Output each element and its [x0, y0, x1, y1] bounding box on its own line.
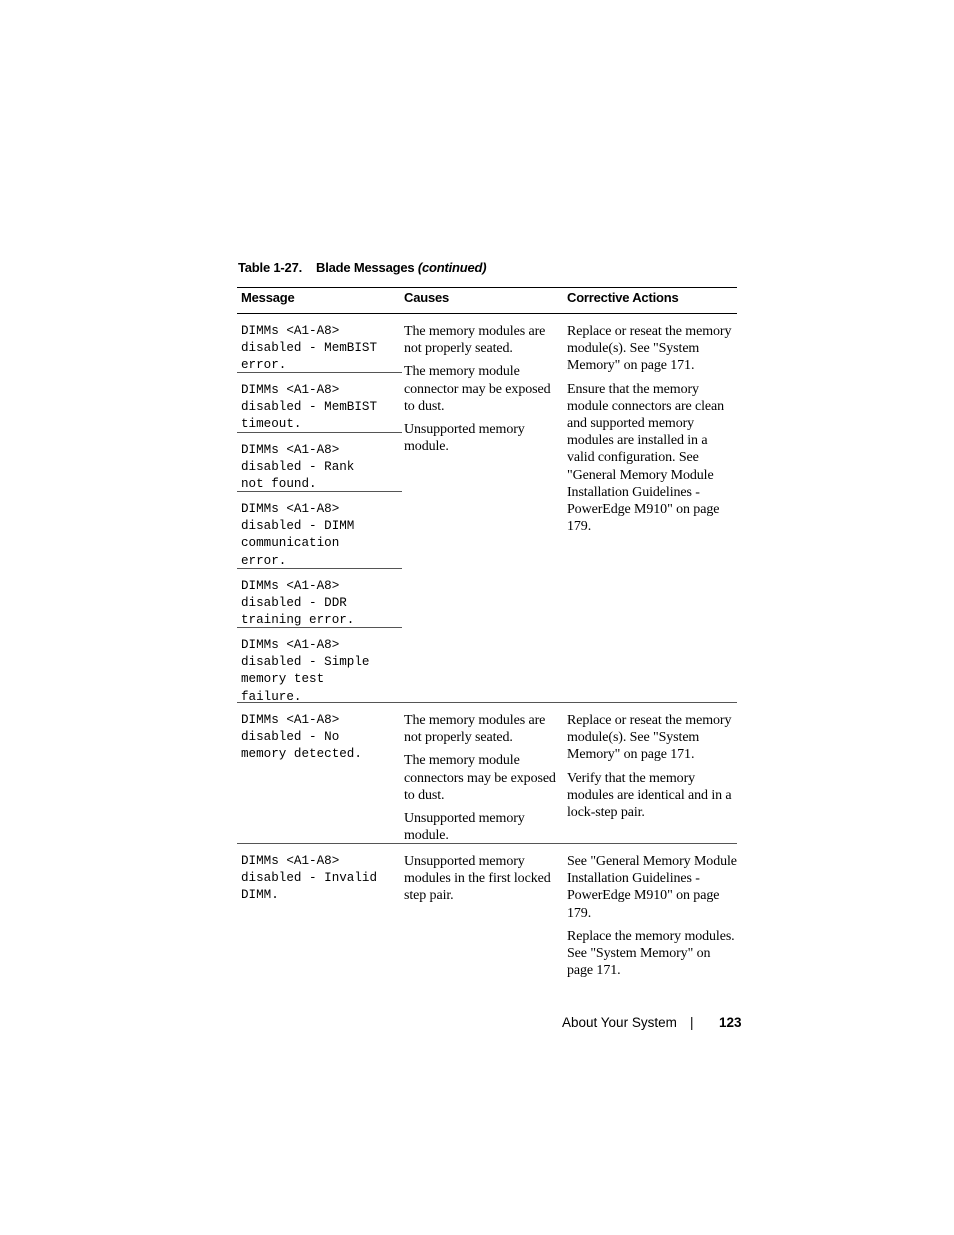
action-text: Replace or reseat the memory module(s). See "System Memory" on page 171. [567, 324, 732, 374]
causes-cell [404, 314, 562, 461]
cause-text: Unsupported memory module. [404, 422, 525, 455]
page-number: 123 [719, 1015, 742, 1030]
message-text: DIMMs <A1-A8> disabled - MemBIST error. [237, 314, 402, 373]
cause-text: The memory modules are not properly seated. [404, 713, 546, 746]
causes-cell [404, 844, 562, 911]
footer-section: About Your System [562, 1015, 677, 1030]
message-text: DIMMs <A1-A8> disabled - MemBIST timeout. [237, 373, 402, 433]
actions-cell [567, 844, 737, 985]
action-text: Ensure that the memory module connectors are clean and supported memory modules are installed in a valid configuration. See "General Memory Module Installation Guidelines - PowerEdge M910" on page 179. [567, 381, 725, 535]
table-row-group [237, 844, 737, 979]
table-title: Blade Messages [316, 260, 415, 275]
header-causes: Causes [404, 290, 450, 305]
message-text: DIMMs <A1-A8> disabled - Invalid DIMM. [241, 854, 378, 903]
footer-separator: | [690, 1015, 694, 1030]
table-row-group [237, 703, 737, 844]
cause-text: The memory modules are not properly seated. [404, 324, 546, 357]
action-text: Verify that the memory modules are identical and in a lock-step pair. [567, 770, 732, 821]
table-header [237, 287, 737, 314]
cause-text: Unsupported memory modules in the first locked step pair. [404, 854, 551, 904]
message-cell [237, 314, 402, 702]
table-caption [238, 260, 486, 275]
action-text: Replace or reseat the memory module(s). See "System Memory" on page 171. [567, 713, 732, 763]
actions-cell [567, 314, 737, 541]
cause-text: Unsupported memory module. [404, 811, 525, 844]
header-message: Message [241, 290, 295, 305]
header-actions: Corrective Actions [567, 290, 679, 305]
message-text: DIMMs <A1-A8> disabled - Simple memory test failure. [241, 638, 370, 704]
table-continued: (continued) [417, 260, 487, 275]
cause-text: The memory module connector may be exposed to dust. [404, 364, 551, 414]
message-text: DIMMs <A1-A8> disabled - No memory detected. [241, 713, 362, 762]
message-cell [237, 844, 402, 911]
action-text: See "General Memory Module Installation Guidelines - PowerEdge M910" on page 179. [567, 854, 737, 921]
causes-cell [404, 703, 562, 850]
action-text: Replace the memory modules. See "System Memory" on page 171. [567, 928, 735, 979]
table-number: Table 1-27. [238, 260, 303, 275]
message-cell [237, 703, 402, 770]
blade-messages-table [237, 287, 737, 979]
cause-text: The memory module connectors may be exposed to dust. [404, 753, 556, 803]
actions-cell [567, 703, 737, 827]
table-row-group [237, 314, 737, 703]
page-footer [562, 1015, 742, 1030]
message-text: DIMMs <A1-A8> disabled - Rank not found. [237, 433, 402, 492]
message-text: DIMMs <A1-A8> disabled - DIMM communication error. [237, 492, 402, 569]
message-text: DIMMs <A1-A8> disabled - DDR training error. [237, 569, 402, 628]
